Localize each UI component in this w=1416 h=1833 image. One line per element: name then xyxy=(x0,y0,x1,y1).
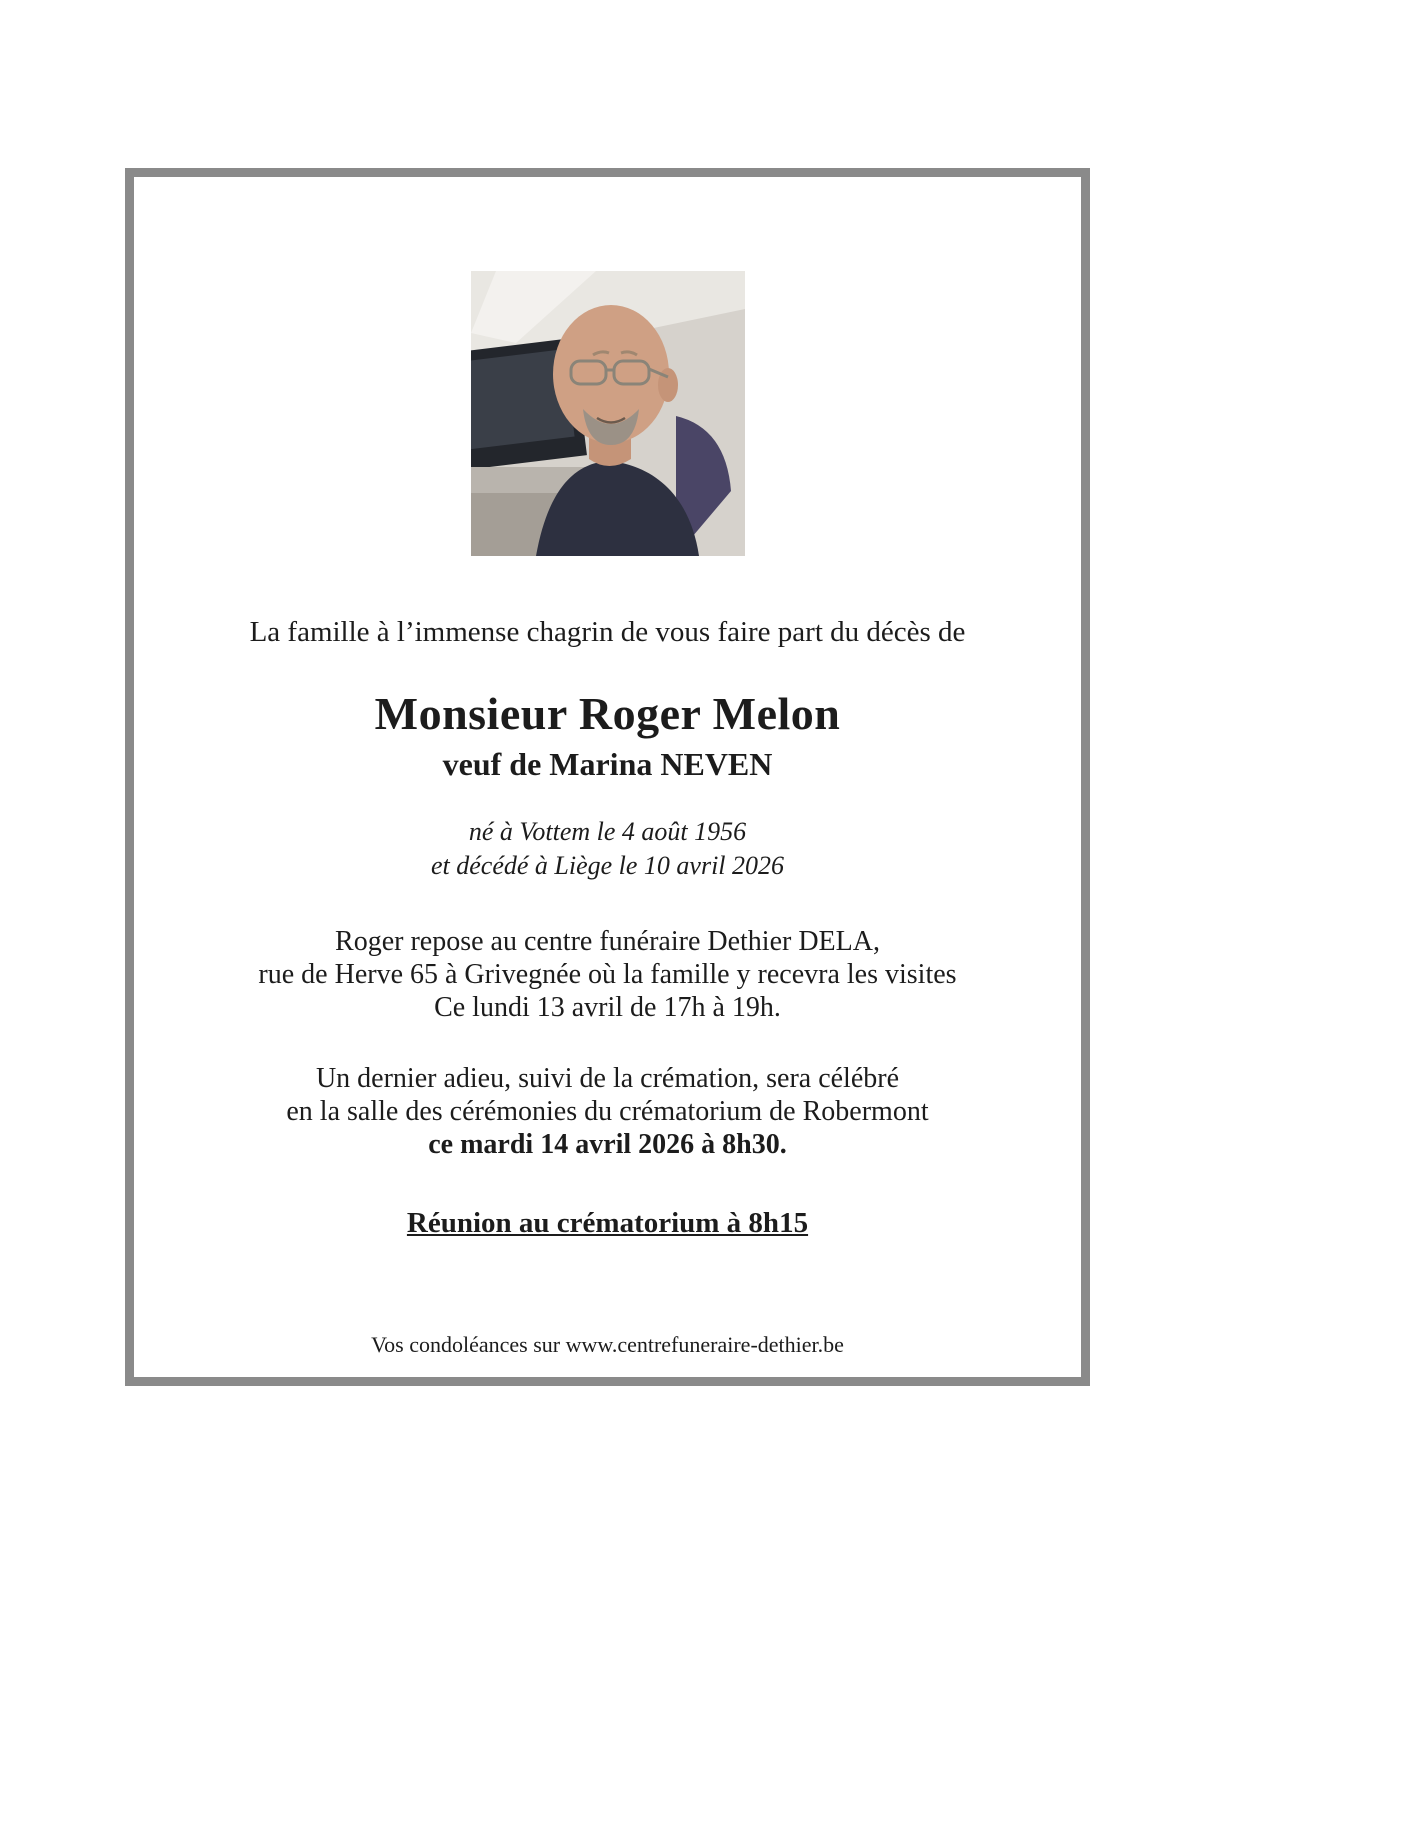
ceremony-line-1: Un dernier adieu, suivi de la crémation, sera célébré xyxy=(315,1063,900,1094)
deceased-name: Monsieur Roger Melon xyxy=(374,688,841,739)
ceremony-line-3: ce mardi 14 avril 2026 à 8h30. xyxy=(428,1129,787,1160)
repose-line-1: Roger repose au centre funéraire Dethier DELA, xyxy=(335,926,880,957)
page-border-frame xyxy=(125,168,1090,1386)
intro-text: La famille à l’immense chagrin de vous faire part du décès de xyxy=(249,616,966,648)
meeting-line: Réunion au crématorium à 8h15 xyxy=(406,1207,809,1239)
portrait-photo xyxy=(471,271,745,556)
ceremony-block xyxy=(134,1062,1081,1161)
birth-death-block xyxy=(134,815,1081,883)
condolences-line: Vos condoléances sur www.centrefuneraire-dethier.be xyxy=(371,1332,844,1357)
birth-line: né à Vottem le 4 août 1956 xyxy=(468,817,747,846)
portrait-photo-placeholder xyxy=(471,271,745,556)
repose-block xyxy=(134,925,1081,1024)
repose-line-3: Ce lundi 13 avril de 17h à 19h. xyxy=(434,992,781,1023)
death-line: et décédé à Liège le 10 avril 2026 xyxy=(430,851,785,880)
repose-line-2: rue de Herve 65 à Grivegnée où la famille y recevra les visites xyxy=(258,959,957,990)
ceremony-line-2: en la salle des cérémonies du crématorium de Robermont xyxy=(286,1096,929,1127)
spouse-line: veuf de Marina NEVEN xyxy=(442,746,773,782)
